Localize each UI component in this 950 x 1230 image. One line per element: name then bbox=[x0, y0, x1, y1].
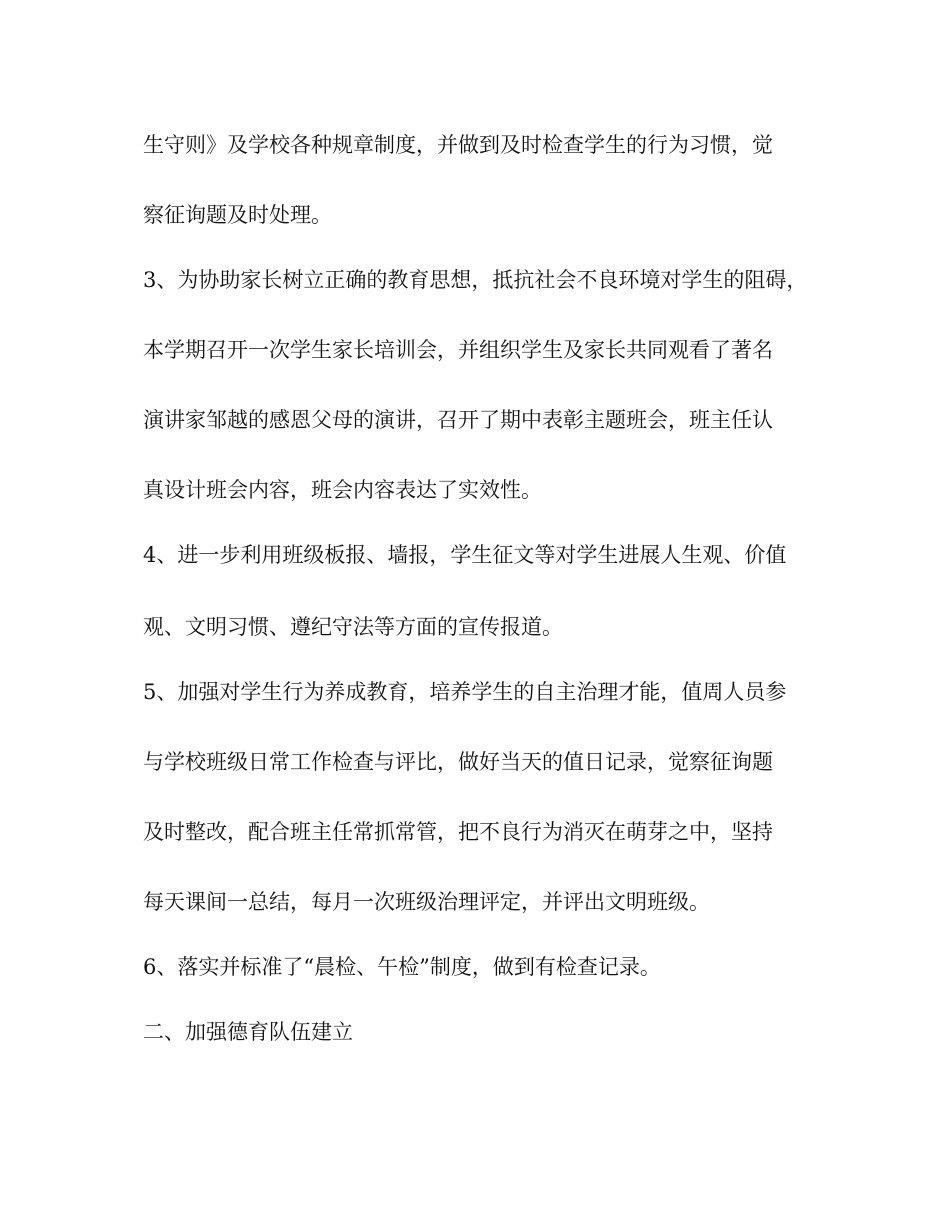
text-line: 3、为协助家长树立正确的教育思想，抵抗社会不良环境对学生的阻碍， bbox=[143, 268, 808, 292]
text-line: 生守则》及学校各种规章制度，并做到及时检查学生的行为习惯，觉 bbox=[143, 133, 773, 157]
text-line: 本学期召开一次学生家长培训会，并组织学生及家长共同观看了著名 bbox=[143, 338, 773, 362]
text-line: 演讲家邹越的感恩父母的演讲，召开了期中表彰主题班会，班主任认 bbox=[143, 408, 773, 432]
section-heading: 二、加强德育队伍建立 bbox=[143, 1020, 353, 1044]
text-line: 观、文明习惯、遵纪守法等方面的宣传报道。 bbox=[143, 615, 563, 639]
text-line: 真设计班会内容，班会内容表达了实效性。 bbox=[143, 478, 542, 502]
text-line: 5、加强对学生行为养成教育，培养学生的自主治理才能，值周人员参 bbox=[143, 680, 787, 704]
text-line: 每天课间一总结，每月一次班级治理评定，并评出文明班级。 bbox=[143, 890, 710, 914]
text-line: 察征询题及时处理。 bbox=[143, 203, 332, 227]
text-line: 及时整改，配合班主任常抓常管，把不良行为消灭在萌芽之中，坚持 bbox=[143, 820, 773, 844]
text-line: 6、落实并标准了“晨检、午检”制度，做到有检查记录。 bbox=[143, 955, 661, 979]
text-line: 与学校班级日常工作检查与评比，做好当天的值日记录，觉察征询题 bbox=[143, 750, 773, 774]
text-line: 4、进一步利用班级板报、墙报，学生征文等对学生进展人生观、价值 bbox=[143, 543, 787, 567]
